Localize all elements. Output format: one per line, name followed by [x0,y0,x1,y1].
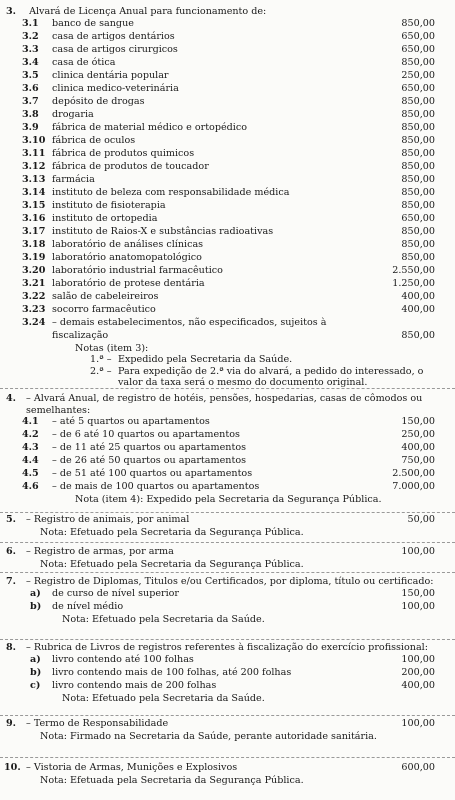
item-row [0,174,455,187]
item-row-continued [0,330,455,343]
section-title: – Vistoria de Armas, Munições e Explosivos [26,762,238,773]
item-number: 4.1 [22,416,39,427]
item-text: depósito de drogas [52,95,145,107]
item-row [0,588,455,601]
item-number: 4.5 [22,468,39,479]
item-row [0,200,455,213]
section-4 [0,393,455,506]
item-number: 3.3 [22,43,39,55]
item-number: b) [30,600,42,612]
section-title: Alvará de Licença Anual para funcionamento de: [29,6,267,17]
item-text: – de 51 até 100 quartos ou apartamentos [52,468,253,479]
item-row [0,265,455,278]
item-number: 3.18 [22,238,46,250]
section-title: – Registro de armas, por arma [26,546,174,557]
item-text: casa de artigos cirurgicos [52,43,178,55]
item-number: 3.9 [22,121,39,133]
item-row [0,481,455,494]
section-title: – Registro de Diplomas, Titulos e/ou Certificados, por diploma, título ou certificado: [26,576,434,587]
item-value: 850,00 [401,238,435,250]
section-divider [0,572,455,573]
item-number: 3.6 [22,82,39,94]
section-divider [0,388,455,389]
item-value: 850,00 [401,160,435,172]
item-text: farmácia [52,173,95,185]
item-value: 250,00 [401,69,435,81]
section-5-note: Nota: Efetuado pela Secretaria da Segurança Pública. [40,527,304,538]
item-text: socorro farmacêutico [52,303,156,315]
note-text: Expedido pela Secretaria da Saúde. [118,354,293,365]
item-row [0,442,455,455]
section-9-heading [0,718,455,731]
item-text: fábrica de material médico e ortopédico [52,121,247,133]
item-row [0,455,455,468]
section-number: 3. [6,6,17,17]
item-value: 650,00 [401,82,435,94]
item-value: 650,00 [401,30,435,42]
item-row [0,57,455,70]
item-row [0,416,455,429]
section-10 [0,762,455,787]
item-number: 4.3 [22,442,39,453]
item-row [0,291,455,304]
section-title: – Rubrica de Livros de registros referentes à fiscalização do exercício profissional: [26,642,428,653]
item-text-continued: fiscalização [52,329,109,341]
item-row [0,317,455,330]
item-text: casa de ótica [52,56,116,68]
item-row [0,278,455,291]
item-number: 4.2 [22,429,39,440]
item-text: fábrica de produtos quimicos [52,147,195,159]
item-text: livro contendo mais de 200 folhas [52,679,217,691]
item-number: 3.22 [22,290,46,302]
item-value: 850,00 [401,147,435,159]
item-number: 3.13 [22,173,46,185]
section-number: 4. [6,393,17,404]
section-number: 6. [6,546,17,557]
item-row [0,135,455,148]
item-value: 850,00 [401,95,435,107]
item-text: drogaria [52,108,94,120]
section-7-note: Nota: Efetuado pela Secretaria da Saúde. [62,613,265,625]
item-row [0,226,455,239]
section-10-note: Nota: Efetuada pela Secretaria da Segurança Pública. [40,775,304,786]
item-row [0,161,455,174]
item-number: a) [30,653,41,665]
item-text: – até 5 quartos ou apartamentos [52,416,210,427]
item-text: clinica medico-veterinária [52,82,179,94]
item-value: 850,00 [401,251,435,263]
item-value: 850,00 [401,186,435,198]
item-text: laboratório de análises clínicas [52,238,204,250]
note-number: 2.ª – [90,365,112,377]
section-number: 10. [4,762,21,773]
note-1 [0,354,455,366]
item-text: fábrica de oculos [52,134,136,146]
item-value: 250,00 [401,429,435,440]
section-3-heading [0,6,455,18]
item-value: 850,00 [401,173,435,185]
section-6-heading [0,546,455,559]
item-row [0,187,455,200]
item-number: 3.16 [22,212,46,224]
item-number: 3.24 [22,316,46,328]
note-2 [0,366,455,389]
item-row [0,148,455,161]
item-text: – demais estabelecimentos, não especificados, sujeitos à [52,316,327,328]
item-value: 100,00 [401,600,435,612]
item-value: 2.550,00 [392,264,435,276]
item-value: 850,00 [401,199,435,211]
section-divider [0,512,455,513]
section-4-note: Nota (item 4): Expedido pela Secretaria da Segurança Pública. [75,494,382,505]
item-number: b) [30,666,42,678]
item-value: 1.250,00 [392,277,435,289]
section-number: 7. [6,576,17,587]
item-number: 3.2 [22,30,39,42]
item-text: de nível médio [52,600,124,612]
section-divider [0,715,455,716]
item-value: 650,00 [401,212,435,224]
item-number: 3.10 [22,134,46,146]
item-number: 3.19 [22,251,46,263]
item-text: – de mais de 100 quartos ou apartamentos [52,481,260,492]
item-number: 3.23 [22,303,46,315]
item-value: 850,00 [401,17,435,29]
section-10-heading [0,762,455,775]
item-text: instituto de Raios-X e substâncias radioativas [52,225,274,237]
section-8-note: Nota: Efetuado pela Secretaria da Saúde. [62,692,265,704]
section-divider [0,639,455,640]
item-text: laboratório de protese dentária [52,277,205,289]
item-number: 3.8 [22,108,39,120]
item-row [0,109,455,122]
item-number: 4.4 [22,455,39,466]
item-value: 400,00 [401,442,435,453]
item-text: laboratório industrial farmacêutico [52,264,223,276]
section-7-heading [0,576,455,588]
section-3-items [0,18,455,317]
item-row [0,680,455,693]
item-number: 3.21 [22,277,46,289]
section-title: – Termo de Responsabilidade [26,718,169,729]
section-value: 100,00 [401,546,435,557]
item-value: 2.500,00 [392,468,435,479]
item-number: 3.1 [22,17,39,29]
item-number: 3.14 [22,186,46,198]
item-text: – de 26 até 50 quartos ou apartamentos [52,455,247,466]
section-8 [0,642,455,704]
item-number: 4.6 [22,481,39,492]
item-number: 3.20 [22,264,46,276]
item-number: 3.5 [22,69,39,81]
note-number: 1.ª – [90,354,112,365]
item-text: instituto de ortopedia [52,212,158,224]
section-6-note: Nota: Efetuado pela Secretaria da Segurança Pública. [40,559,304,570]
item-value: 150,00 [401,416,435,427]
section-4-heading [0,393,455,416]
section-5 [0,514,455,539]
section-number: 9. [6,718,17,729]
item-text: fábrica de produtos de toucador [52,160,209,172]
section-value: 600,00 [401,762,435,773]
item-value: 7.000,00 [392,481,435,492]
item-number: 3.12 [22,160,46,172]
item-value: 100,00 [401,653,435,665]
item-text: clinica dentária popular [52,69,169,81]
item-text: livro contendo até 100 folhas [52,653,194,665]
section-divider [0,542,455,543]
item-text: instituto de beleza com responsabilidade médica [52,186,290,198]
item-value: 400,00 [401,290,435,302]
item-row [0,83,455,96]
item-value: 850,00 [401,121,435,133]
item-value: 850,00 [401,134,435,146]
item-row [0,468,455,481]
item-number: 3.7 [22,95,39,107]
section-7-items [0,588,455,614]
item-row [0,654,455,667]
section-divider [0,757,455,758]
section-3 [0,6,455,389]
section-4-items [0,416,455,494]
item-text: – de 6 até 10 quartos ou apartamentos [52,429,240,440]
item-value: 150,00 [401,587,435,599]
item-value: 750,00 [401,455,435,466]
section-6 [0,546,455,571]
item-value: 650,00 [401,43,435,55]
item-row [0,213,455,226]
item-row [0,122,455,135]
item-number: c) [30,679,41,691]
item-text: de curso de nível superior [52,587,180,599]
item-value: 850,00 [401,56,435,68]
item-row [0,667,455,680]
section-5-heading [0,514,455,527]
section-7 [0,576,455,625]
item-value: 400,00 [401,303,435,315]
section-number: 8. [6,642,17,653]
section-9-note: Nota: Firmado na Secretaria da Saúde, perante autoridade sanitária. [40,731,377,742]
item-number: 3.17 [22,225,46,237]
notes-heading: Notas (item 3): [75,342,149,354]
item-text: livro contendo mais de 100 folhas, até 200 folhas [52,666,292,678]
item-number: 3.15 [22,199,46,211]
item-number: 3.11 [22,147,46,159]
item-row [0,96,455,109]
section-9 [0,718,455,743]
item-value: 850,00 [401,108,435,120]
item-value: 400,00 [401,679,435,691]
item-number: 3.4 [22,56,39,68]
item-value: 200,00 [401,666,435,678]
item-row [0,70,455,83]
item-text: salão de cabeleireiros [52,290,159,302]
section-number: 5. [6,514,17,525]
item-row [0,239,455,252]
item-text: laboratório anatomopatológico [52,251,202,263]
item-text: casa de artigos dentários [52,30,175,42]
item-text: instituto de fisioterapia [52,199,166,211]
section-title: – Alvará Anual, de registro de hotéis, pensões, hospedarias, casas de cômodos ou semelhantes: [26,393,423,416]
item-text: banco de sangue [52,17,134,29]
item-row [0,252,455,265]
item-row [0,18,455,31]
section-title: – Registro de animais, por animal [26,514,190,525]
section-8-heading [0,642,455,654]
item-text: – de 11 até 25 quartos ou apartamentos [52,442,247,453]
item-value: 850,00 [401,225,435,237]
note-text: Para expedição de 2.ª via do alvará, a pedido do interessado, o valor da taxa será o mesmo do documento original. [118,365,424,388]
section-value: 100,00 [401,718,435,729]
section-8-items [0,654,455,693]
item-row [0,601,455,614]
item-row [0,429,455,442]
item-row [0,31,455,44]
item-row [0,304,455,317]
item-row [0,44,455,57]
item-value: 850,00 [401,329,435,341]
item-number: a) [30,587,41,599]
section-value: 50,00 [407,514,435,525]
